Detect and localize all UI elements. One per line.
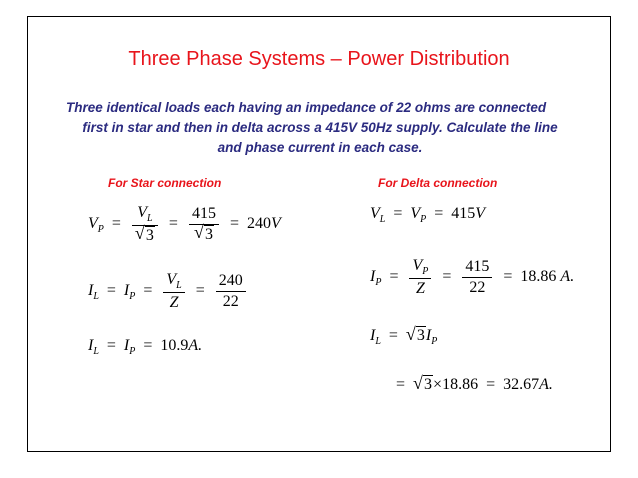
delta-heading: For Delta connection bbox=[378, 176, 498, 190]
star-heading: For Star connection bbox=[108, 176, 222, 190]
delta-vl-equation: $V_L = V_P = 415V$ bbox=[370, 205, 486, 225]
fraction: $V_L$ √ 3 bbox=[132, 203, 158, 246]
delta-il-calculation: = √ 3×18.86 = 32.67A. bbox=[396, 373, 553, 393]
fraction: $\frac{415}{22}$ bbox=[462, 257, 492, 298]
slide-title: Three Phase Systems – Power Distribution bbox=[128, 48, 510, 70]
delta-ip-equation: $I_P$ = $\frac{V_P}{Z}$ = $\frac{415}{22}$ = 18.86 A. bbox=[370, 257, 575, 297]
star-il-equation: $I_L = I_P$ = $\frac{V_L}{Z}$ = $\frac{240}{22}$ bbox=[88, 270, 249, 313]
star-vp-equation: $V_P$ = $V_L$ √ 3 = 415 √ 3 = 240V bbox=[88, 204, 281, 244]
problem-line-3: and phase current in each case. bbox=[217, 140, 423, 155]
fraction: $\frac{V_L}{Z}$ bbox=[163, 270, 184, 313]
fraction: $\frac{V_P}{Z}$ bbox=[409, 256, 431, 299]
problem-line-1: Three identical loads each having an impedance of 22 ohms are connected bbox=[66, 100, 547, 115]
problem-line-2: first in star and then in delta across a 415V 50Hz supply. Calculate the line bbox=[82, 120, 558, 135]
star-il-result: $I_L = I_P = 10.9A$. bbox=[88, 337, 203, 357]
problem-statement bbox=[60, 98, 580, 158]
fraction: $\frac{240}{22}$ bbox=[216, 271, 246, 312]
fraction: 415 √ 3 bbox=[189, 204, 219, 245]
delta-il-equation: $I_L$ = √ $3I_P$ bbox=[370, 324, 438, 347]
